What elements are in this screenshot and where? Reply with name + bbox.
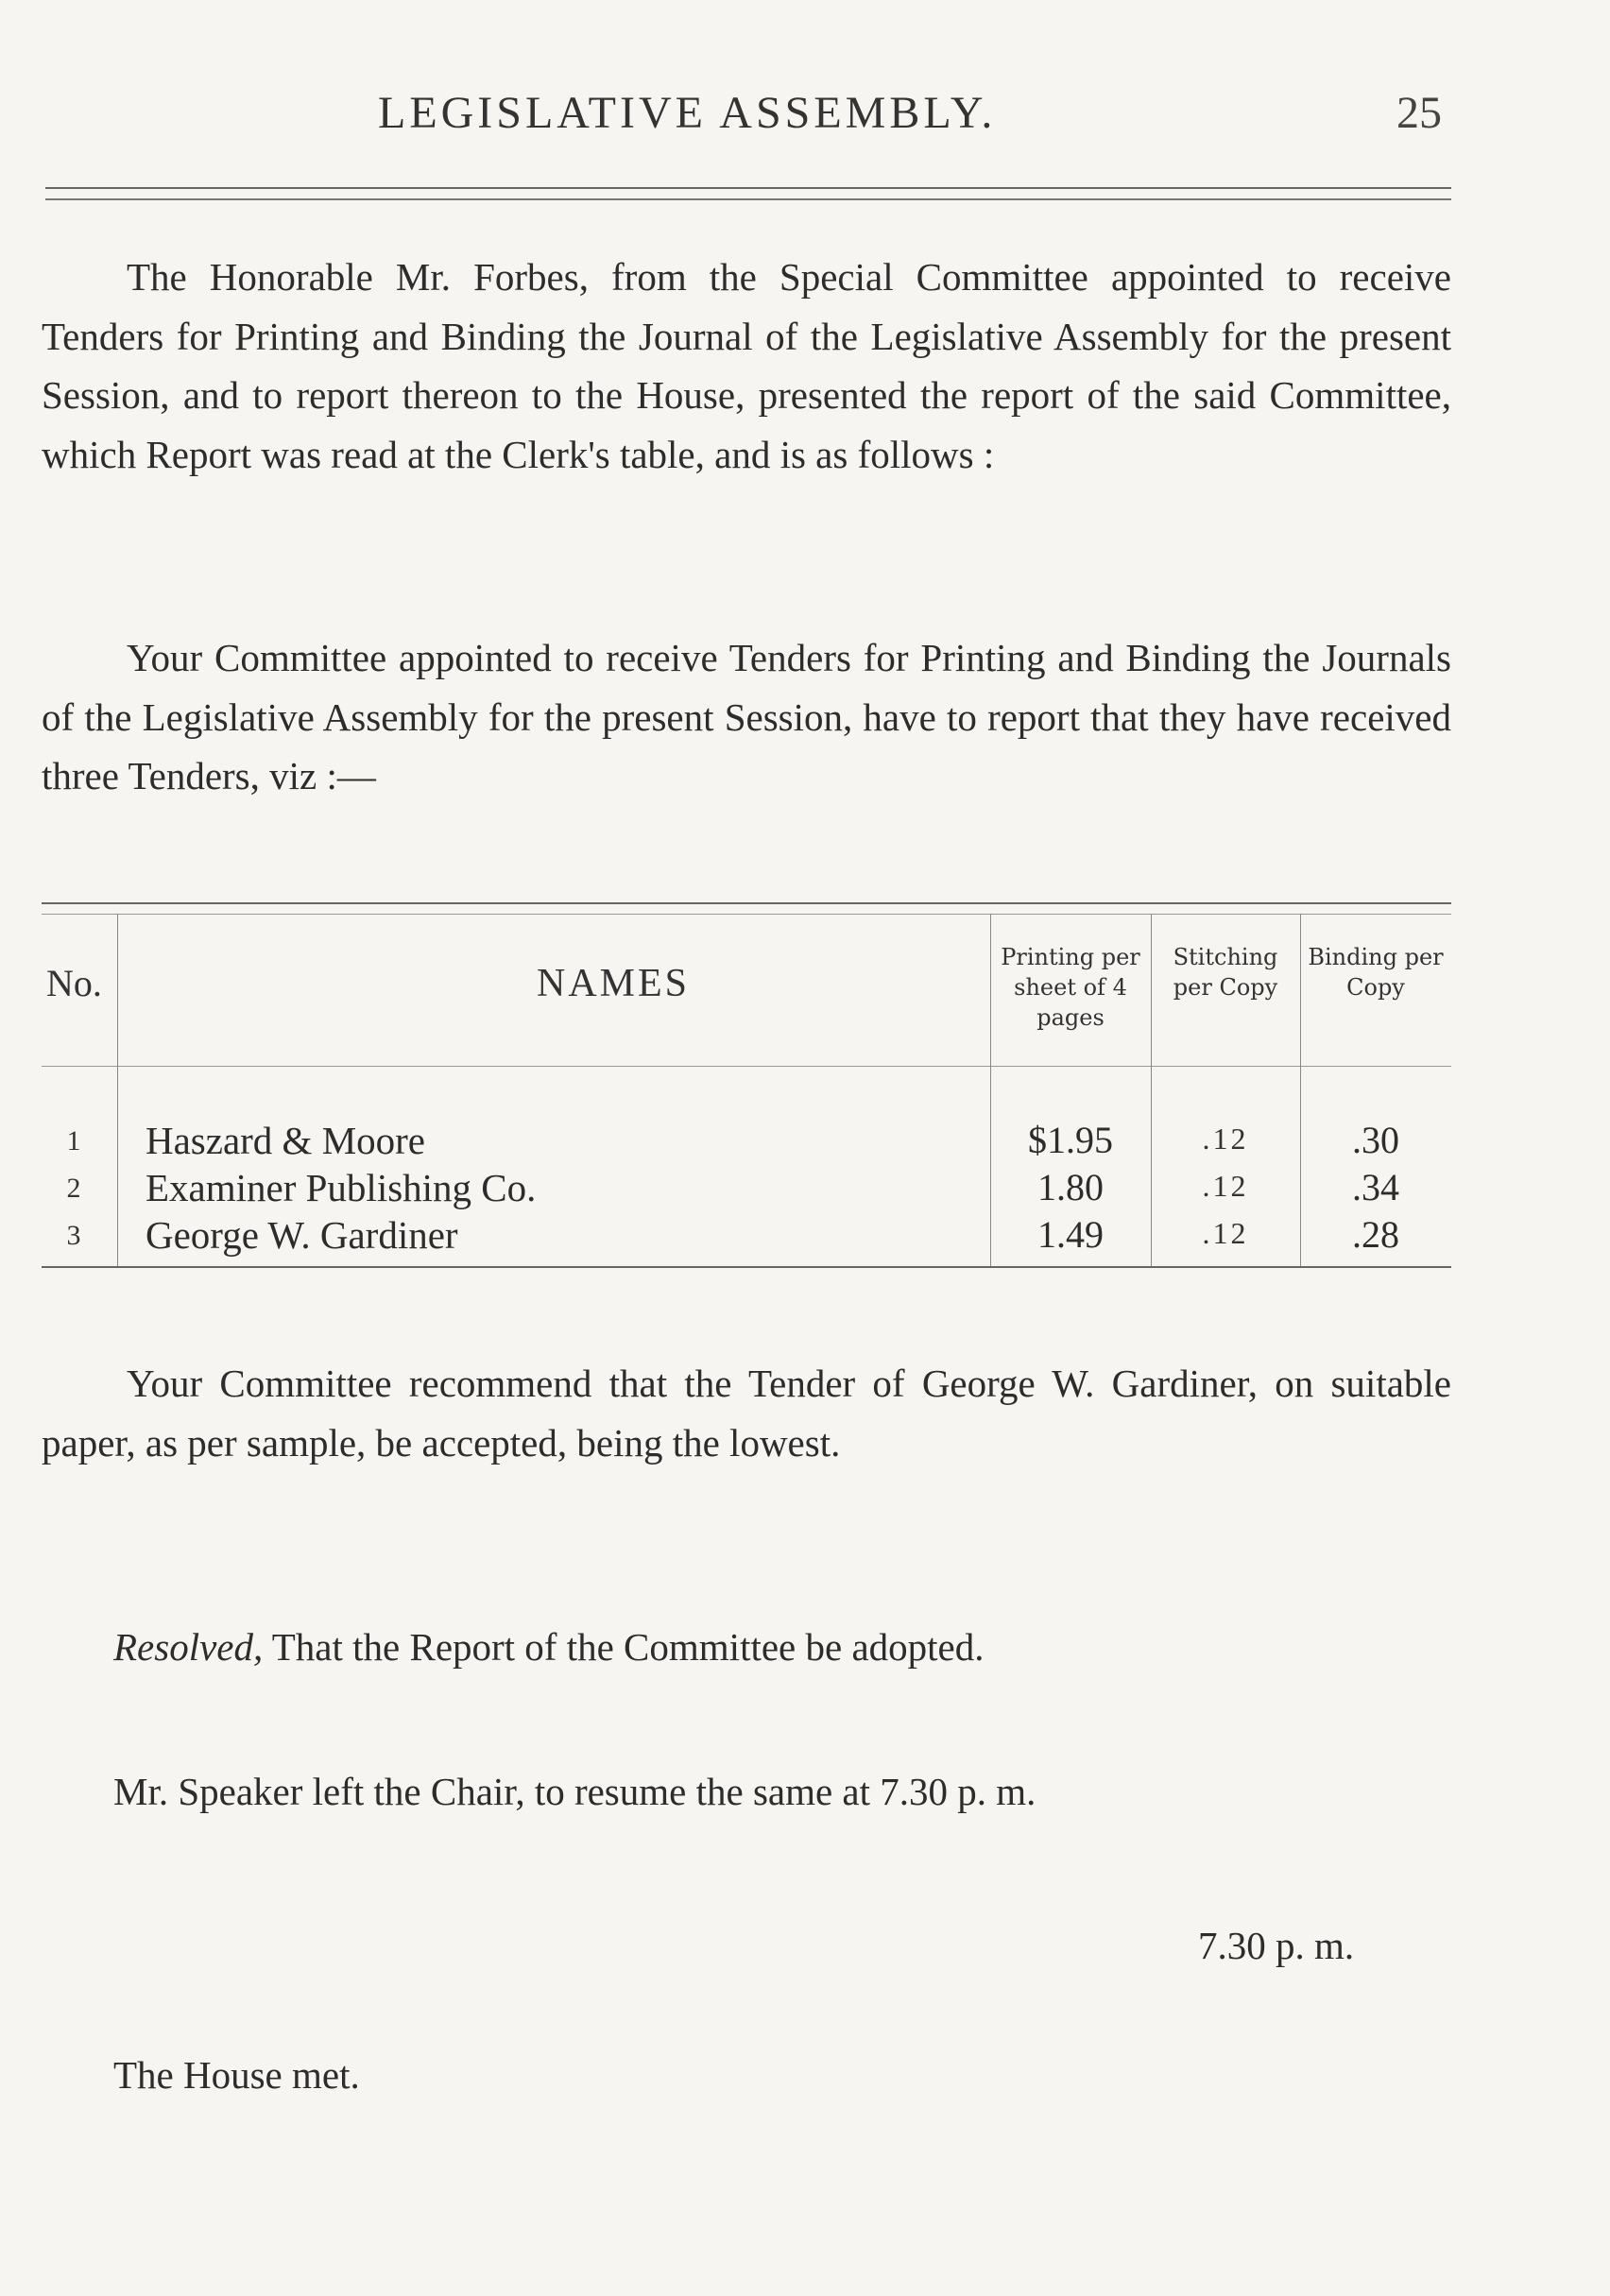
printing-price: $1.95 <box>1028 1119 1113 1161</box>
tenderer-name: George W. Gardiner <box>146 1213 458 1257</box>
table-row <box>42 1118 1451 1165</box>
tenders-table <box>42 902 1451 1271</box>
resolved-word: Resolved, <box>113 1625 264 1669</box>
tenderer-name: Examiner Publishing Co. <box>146 1166 537 1209</box>
table-bottom-rule <box>42 1266 1451 1268</box>
resolution-text: That the Report of the Committee be adopted. <box>263 1625 985 1669</box>
printing-price: 1.49 <box>1037 1213 1104 1256</box>
running-head: LEGISLATIVE ASSEMBLY. <box>378 88 997 138</box>
header-rule <box>45 187 1451 200</box>
row-number: 3 <box>66 1220 81 1251</box>
header-names: NAMES <box>536 962 691 1005</box>
header-no: No. <box>46 962 102 1004</box>
stitching-price: .12 <box>1202 1122 1249 1156</box>
printing-price: 1.80 <box>1037 1166 1104 1208</box>
tenderer-name: Haszard & Moore <box>146 1119 426 1162</box>
session-time: 7.30 p. m. <box>1198 1924 1355 1967</box>
recommendation-paragraph: Your Committee recommend that the Tender of George W. Gardiner, on suitable paper, as per sample, be accepted, being the lowest. <box>42 1362 1451 1465</box>
binding-price: .34 <box>1352 1166 1399 1208</box>
intro-paragraph: The Honorable Mr. Forbes, from the Special Committee appointed to receive Tenders for Printing and Binding the Journal of the Legislative Assembly for the present Session, and to report thereon to the House, presented the report of the said Committee, which Report was read at the Clerk's table, and is as follows : <box>42 255 1451 476</box>
speaker-left-paragraph: Mr. Speaker left the Chair, to resume the same at 7.30 p. m. <box>113 1770 1036 1813</box>
header-printing: Printing per sheet of 4 pages <box>1001 944 1140 1031</box>
binding-price: .28 <box>1352 1213 1399 1256</box>
row-number: 1 <box>66 1125 81 1157</box>
stitching-price: .12 <box>1202 1216 1249 1250</box>
table-row <box>42 1165 1451 1212</box>
table-row <box>42 1212 1451 1259</box>
binding-price: .30 <box>1352 1119 1399 1161</box>
header-binding: Binding per Copy <box>1308 944 1444 1001</box>
committee-report-paragraph: Your Committee appointed to receive Tenders for Printing and Binding the Journals of the Legislative Assembly for the present Session, have to report that they have received three Tenders, viz :— <box>42 636 1451 797</box>
table-header-rule <box>42 1066 1451 1067</box>
stitching-price: .12 <box>1202 1169 1249 1203</box>
row-number: 2 <box>66 1173 81 1204</box>
page-number: 25 <box>1396 88 1442 138</box>
resolution-paragraph <box>113 1618 1436 1677</box>
table-top-rule <box>42 902 1451 904</box>
header-stitching: Stitching per Copy <box>1173 944 1278 1001</box>
house-met-paragraph: The House met. <box>113 2053 360 2097</box>
